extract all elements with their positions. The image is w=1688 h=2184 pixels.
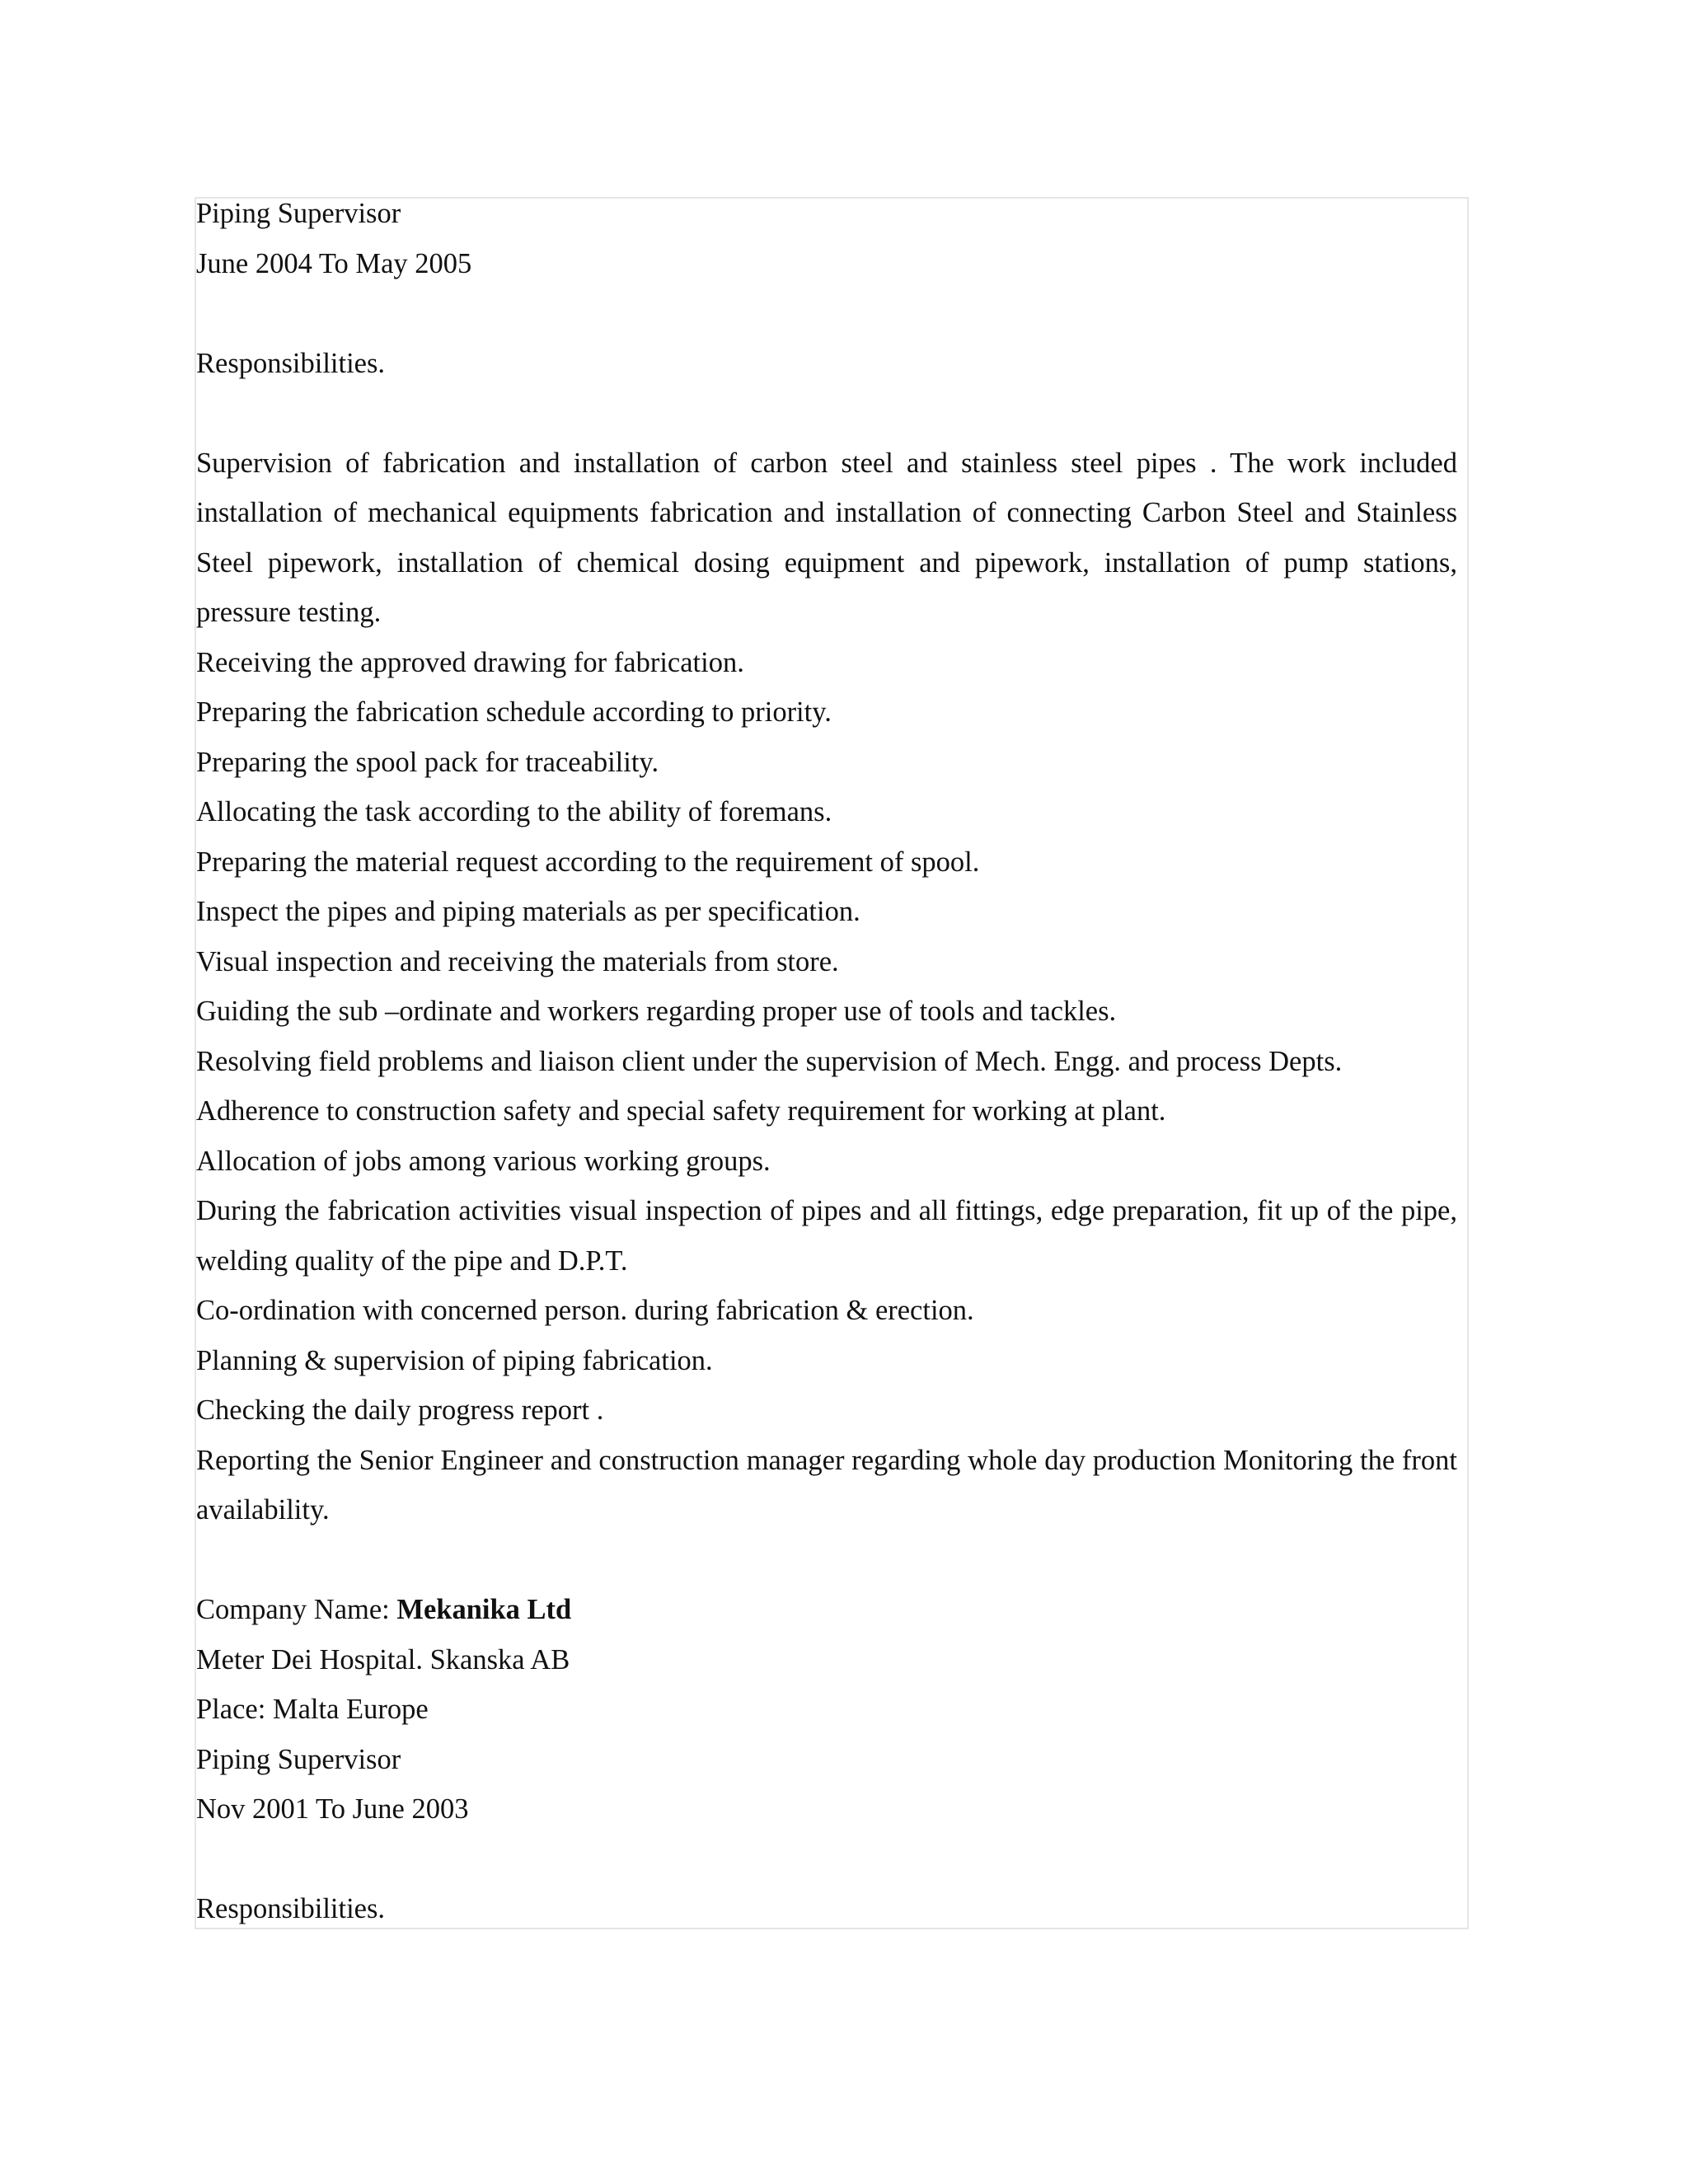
project-line: Meter Dei Hospital. Skanska AB [196, 1643, 570, 1675]
company-line [196, 1585, 1465, 1635]
job-summary-paragraph: Supervision of fabrication and installation of carbon steel and stainless steel pipes . The work included installation of mechanical equipments fabrication and installation of connecting Carbon Steel and Stainless Steel pipework, installation of chemical dosing equipment and pipework, installation of pump stations, pressure testing. [196, 447, 1457, 628]
duty-item: Resolving field problems and liaison client under the supervision of Mech. Engg. and process Depts. [196, 1045, 1343, 1077]
spacer [196, 1835, 1465, 1885]
job-title: Piping Supervisor [196, 198, 401, 229]
spacer [196, 1535, 1465, 1586]
duty-item: Receiving the approved drawing for fabrication. [196, 646, 744, 678]
duty-item: Preparing the material request according to the requirement of spool. [196, 846, 980, 878]
duty-item: Preparing the spool pack for traceability. [196, 746, 659, 778]
responsibilities-heading: Responsibilities. [196, 347, 386, 379]
duty-item: Inspect the pipes and piping materials as per specification. [196, 896, 860, 927]
duty-item: Planning & supervision of piping fabrication. [196, 1344, 713, 1376]
duty-item: Allocation of jobs among various working groups. [196, 1145, 771, 1177]
job-period: June 2004 To May 2005 [196, 247, 472, 279]
job-title: Piping Supervisor [196, 1743, 401, 1775]
duty-item: Allocating the task according to the ability of foremans. [196, 796, 832, 827]
duty-item: Co-ordination with concerned person. during fabrication & erection. [196, 1295, 974, 1326]
duty-item: Adherence to construction safety and special safety requirement for working at plant. [196, 1095, 1166, 1127]
duty-item-long: During the fabrication activities visual inspection of pipes and all fittings, edge preparation, fit up of the pipe, welding quality of the pipe and D.P.T. [196, 1195, 1457, 1277]
duty-item: Guiding the sub –ordinate and workers regarding proper use of tools and tackles. [196, 996, 1117, 1027]
resume-page-content [196, 189, 1465, 1934]
company-name: Mekanika Ltd [396, 1594, 572, 1625]
duty-item-long: Reporting the Senior Engineer and construction manager regarding whole day production Monitoring the front availability. [196, 1444, 1457, 1526]
spacer [196, 288, 1465, 339]
spacer [196, 388, 1465, 438]
duty-item: Checking the daily progress report . [196, 1394, 604, 1426]
responsibilities-heading: Responsibilities. [196, 1893, 386, 1924]
duty-item: Visual inspection and receiving the materials from store. [196, 945, 839, 977]
company-label: Company Name: [196, 1594, 397, 1625]
place-line: Place: Malta Europe [196, 1694, 429, 1725]
duty-item: Preparing the fabrication schedule according to priority. [196, 696, 832, 728]
job-period: Nov 2001 To June 2003 [196, 1793, 469, 1825]
